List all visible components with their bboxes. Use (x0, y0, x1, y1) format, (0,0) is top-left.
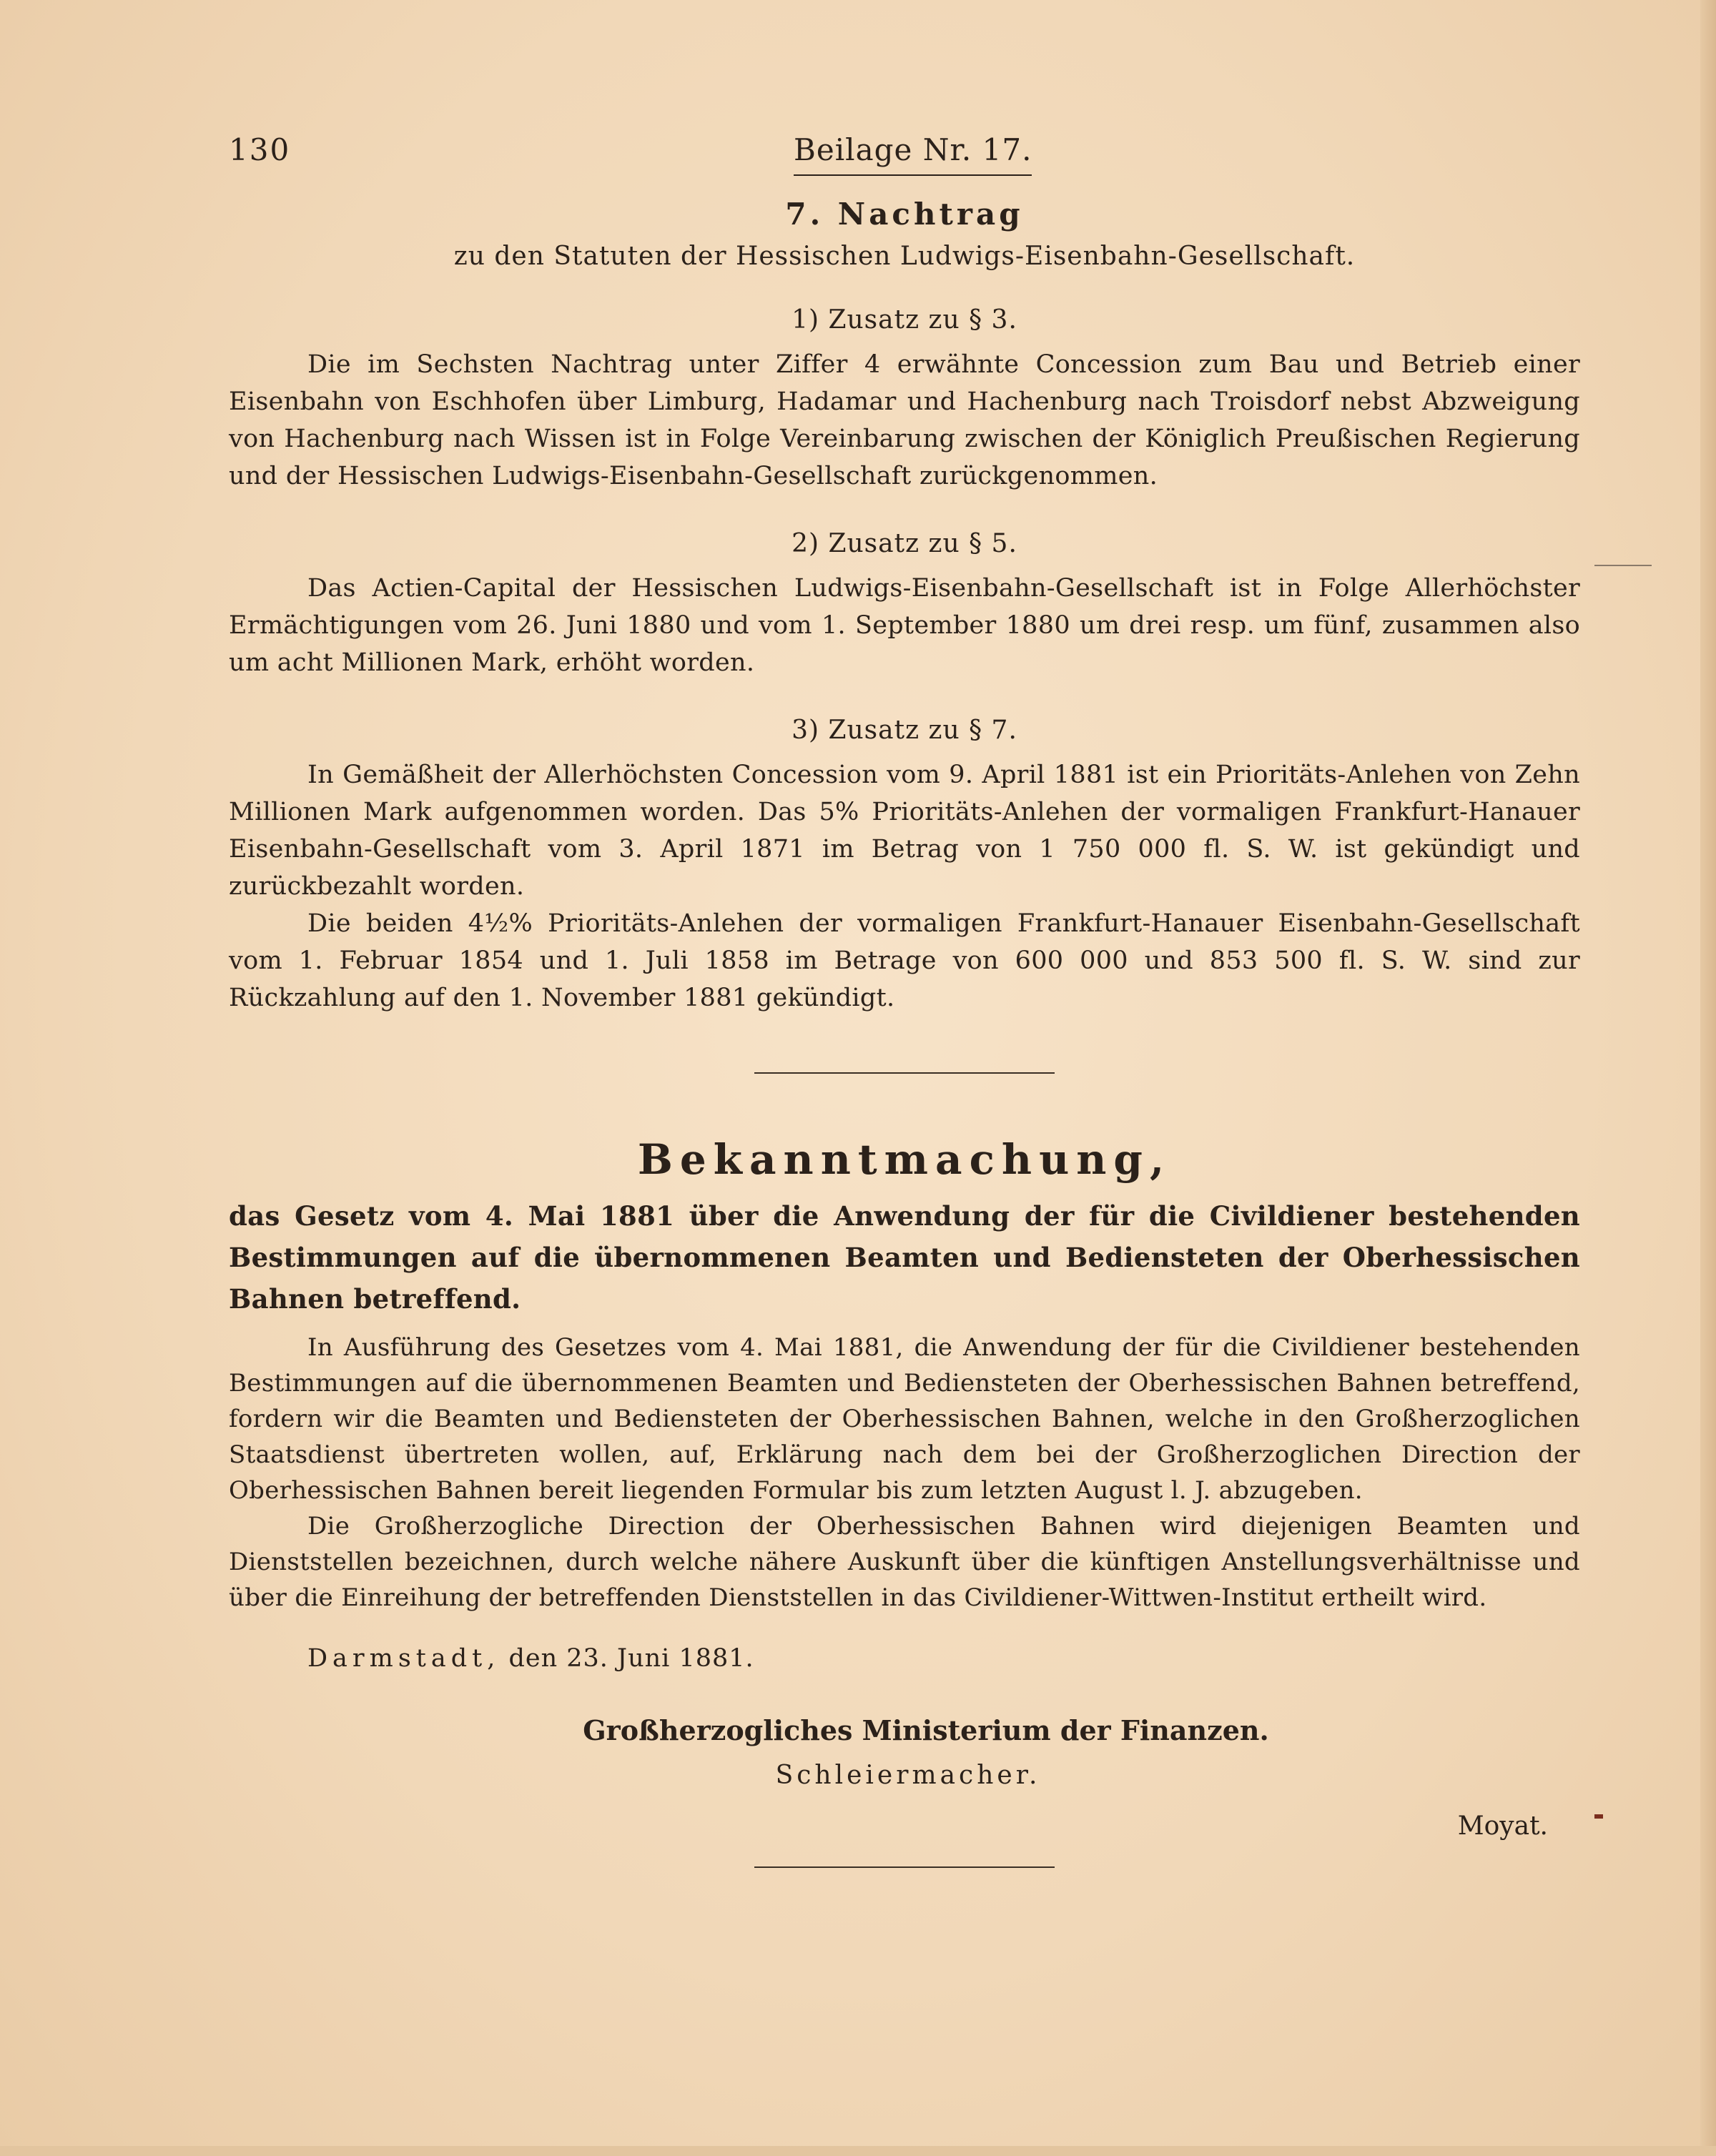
document-body (229, 132, 1580, 1868)
dateline (229, 1644, 1580, 1673)
signature-organization: Großherzogliches Ministerium der Finanzen. (583, 1714, 1269, 1746)
supplement-label: Beilage Nr. 17. (794, 132, 1032, 176)
signature-cosigner: Moyat. (1457, 1811, 1548, 1841)
announcement-title: Bekanntmachung, (637, 1135, 1172, 1184)
statute-supplement-title: 7. Nachtrag (785, 197, 1024, 232)
announcement-paragraph: Die Großherzogliche Direction der Oberhessischen Bahnen wird diejenigen Beamten und Dienststellen bezeichnen, durch welche nähere Auskunft über die künftigen Anstellungsverhältnisse und über die Einreihung der betreffenden Dienststellen in das Civildiener-Wittwen-Institut ertheilt wird. (229, 1512, 1580, 1612)
statute-supplement-subtitle: zu den Statuten der Hessischen Ludwigs-Eisenbahn-Gesellschaft. (453, 242, 1356, 271)
section-heading-1: 1) Zusatz zu § 3. (792, 305, 1017, 335)
closing-divider (754, 1866, 1055, 1868)
section-paragraph: In Gemäßheit der Allerhöchsten Concession vom 9. April 1881 ist ein Prioritäts-Anlehen von Zehn Millionen Mark aufgenommen worden. Das 5% Prioritäts-Anlehen der vormaligen Frankfurt-Hanauer Eisenbahn-Gesellschaft vom 3. April 1871 im Betrag von 1 750 000 fl. S. W. ist gekündigt und zurückbezahlt worden. (229, 761, 1580, 901)
announcement-paragraph: In Ausführung des Gesetzes vom 4. Mai 1881, die Anwendung der für die Civildiener bestehenden Bestimmungen auf die übernommenen Beamten und Bediensteten der Oberhessischen Bahnen betreffend, fordern wir die Beamten und Bediensteten der Oberhessischen Bahnen, welche in den Großherzoglichen Staatsdienst übertreten wollen, auf, Erklärung nach dem bei der Großherzoglichen Direction der Oberhessischen Bahnen bereit liegenden Formular bis zum letzten August l. J. abzugeben. (229, 1333, 1580, 1505)
announcement-body (229, 1330, 1580, 1616)
announcement-subtitle: das Gesetz vom 4. Mai 1881 über die Anwendung der für die Civildiener bestehenden Bestimmungen auf die übernommenen Beamten und Bediensteten der Oberhessischen Bahnen betreffend. (229, 1200, 1580, 1315)
page-edge-shadow (1700, 0, 1716, 2156)
signature-name: Schleiermacher. (775, 1761, 1041, 1790)
section-paragraph: Die beiden 4½% Prioritäts-Anlehen der vormaligen Frankfurt-Hanauer Eisenbahn-Gesellschaft vom 1. Februar 1854 und 1. Juli 1858 im Betrage von 600 000 und 853 500 fl. S. W. sind zur Rückzahlung auf den 1. November 1881 gekündigt. (229, 909, 1580, 1012)
dateline-date: den 23. Juni 1881. (508, 1644, 754, 1673)
section-paragraph: Das Actien-Capital der Hessischen Ludwigs-Eisenbahn-Gesellschaft ist in Folge Allerhöchster Ermächtigungen vom 26. Juni 1880 und vom 1. September 1880 um drei resp. um fünf, zusammen also um acht Millionen Mark, erhöht worden. (229, 574, 1580, 677)
margin-pencil-mark (1594, 565, 1652, 566)
dateline-place: Darmstadt, (307, 1644, 500, 1673)
statute-supplement-section (229, 197, 1580, 1017)
page-number: 130 (229, 132, 291, 167)
page-bottom-edge (0, 2146, 1716, 2156)
section-heading-3: 3) Zusatz zu § 7. (792, 716, 1017, 745)
announcement-section (229, 1135, 1580, 1841)
section-heading-2: 2) Zusatz zu § 5. (792, 529, 1017, 558)
section-divider (754, 1072, 1055, 1074)
running-head (229, 132, 1580, 182)
ink-spot (1594, 1814, 1603, 1819)
section-paragraph: Die im Sechsten Nachtrag unter Ziffer 4 erwähnte Concession zum Bau und Betrieb einer Eisenbahn von Eschhofen über Limburg, Hadamar und Hachenburg nach Troisdorf nebst Abzweigung von Hachenburg nach Wissen ist in Folge Vereinbarung zwischen der Königlich Preußischen Regierung und der Hessischen Ludwigs-Eisenbahn-Gesellschaft zurückgenommen. (229, 350, 1580, 490)
